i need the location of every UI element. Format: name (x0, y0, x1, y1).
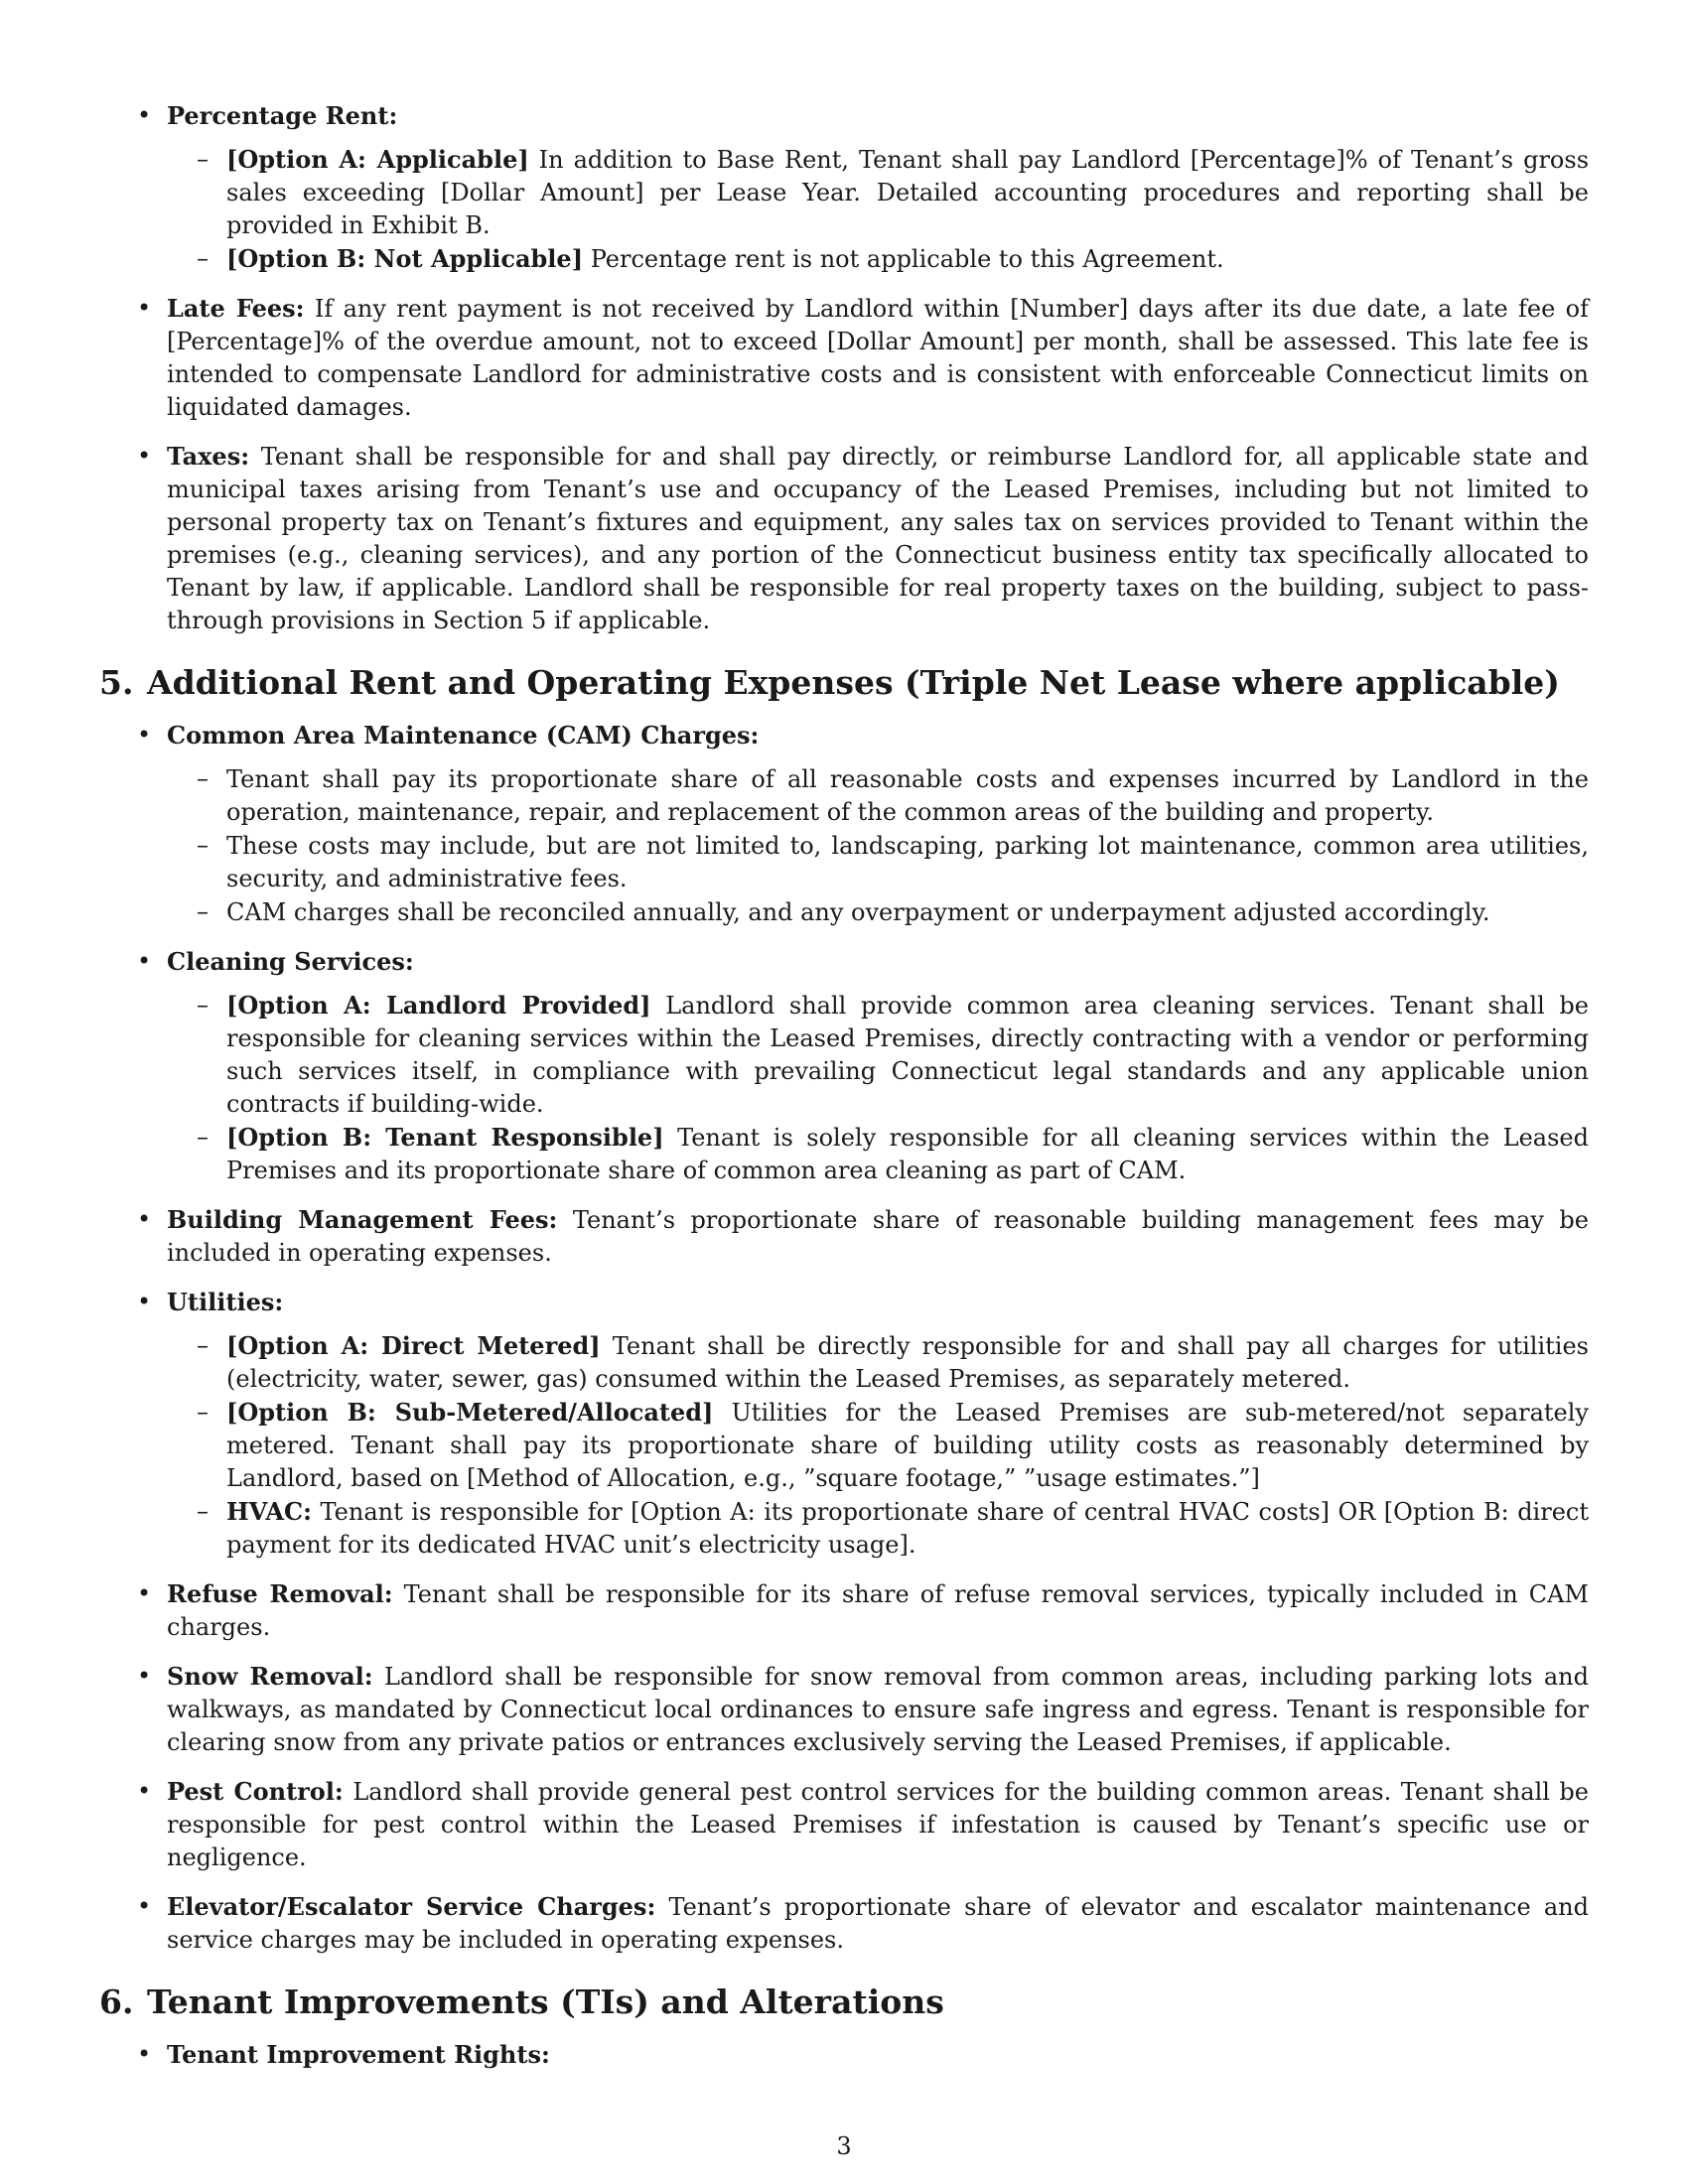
dash-icon: – (197, 145, 209, 173)
list-item (99, 292, 1589, 424)
sub-item-text: Percentage rent is not applicable to this Agreement. (583, 245, 1224, 273)
sub-list (167, 762, 1589, 929)
list-item (99, 1775, 1589, 1874)
sub-item-text: CAM charges shall be reconciled annually, and any overpayment or underpayment adjusted accordingly. (226, 898, 1490, 926)
dash-icon: – (197, 831, 209, 859)
dash-icon: – (197, 897, 209, 925)
item-label: Taxes: (167, 442, 250, 471)
bullet-icon: • (137, 1892, 152, 1920)
list-item (99, 99, 1589, 276)
dash-icon: – (197, 991, 209, 1019)
list-item (99, 1660, 1589, 1759)
sub-item-label: HVAC: (226, 1497, 313, 1526)
sub-item-label: [Option A: Landlord Provided] (226, 991, 651, 1020)
list-item (99, 1203, 1589, 1270)
item-label: Building Management Fees: (167, 1205, 558, 1234)
section-number: 5. (99, 663, 134, 702)
item-label: Utilities: (167, 1288, 284, 1316)
bullet-icon: • (137, 1288, 152, 1315)
item-text: Landlord shall provide general pest control services for the building common areas. Tenant shall be responsible for pest control within the Leased Premises if infestation is caused by Tenant’s specific use or negligence. (167, 1778, 1590, 1871)
sub-list-item (167, 829, 1589, 895)
sub-list (167, 1329, 1589, 1562)
sub-list-item (167, 989, 1589, 1121)
sub-list-item (167, 762, 1589, 829)
bullet-list-top (99, 99, 1589, 637)
item-label: Pest Control: (167, 1777, 344, 1806)
sub-item-text: These costs may include, but are not limited to, landscaping, parking lot maintenance, common area utilities, security, and administrative fees. (226, 832, 1589, 892)
item-label: Percentage Rent: (167, 101, 398, 130)
list-item (99, 440, 1589, 637)
sub-item-label: [Option B: Not Applicable] (226, 244, 584, 273)
dash-icon: – (197, 1398, 209, 1426)
item-label: Elevator/Escalator Service Charges: (167, 1892, 656, 1921)
bullet-list-section-5 (99, 719, 1589, 1957)
item-text: Tenant shall be responsible for and shall pay directly, or reimburse Landlord for, all applicable state and municipal taxes arising from Tenant’s use and occupancy of the Leased Premises, including but not limited to personal property tax on Tenant’s fixtures and equipment, any sales tax on services provided to Tenant within the premises (e.g., cleaning services), and any portion of the Connecticut business entity tax specifically allocated to Tenant by law, if applicable. Landlord shall be responsible for real property taxes on the building, subject to pass-through provisions in Section 5 if applicable. (167, 443, 1589, 634)
bullet-icon: • (137, 2040, 152, 2068)
sub-list-item (167, 895, 1589, 929)
section-5-heading (99, 661, 1589, 705)
dash-icon: – (197, 244, 209, 272)
sub-item-label: [Option B: Sub-Metered/Allocated] (226, 1398, 714, 1427)
sub-item-text: Tenant shall be directly responsible for and shall pay all charges for utilities (electricity, water, sewer, gas) consumed within the Leased Premises, as separately metered. (226, 1332, 1589, 1393)
list-item (99, 945, 1589, 1187)
sub-item-label: [Option A: Direct Metered] (226, 1331, 601, 1360)
sub-list-item (167, 1396, 1589, 1495)
sub-list (167, 143, 1589, 276)
sub-list-item (167, 1329, 1589, 1396)
item-text: Tenant shall be responsible for its share of refuse removal services, typically included in CAM charges. (167, 1580, 1589, 1641)
bullet-icon: • (137, 1205, 152, 1233)
page-number: 3 (836, 2132, 852, 2160)
sub-list (167, 989, 1589, 1187)
list-item (99, 1286, 1589, 1562)
sub-item-label: [Option B: Tenant Responsible] (226, 1123, 664, 1152)
section-number: 6. (99, 1982, 134, 2021)
item-label: Cleaning Services: (167, 947, 414, 976)
list-item (99, 2038, 1589, 2072)
sub-item-text: In addition to Base Rent, Tenant shall pay Landlord [Percentage]% of Tenant’s gross sales exceeding [Dollar Amount] per Lease Year. Detailed accounting procedures and reporting shall be provided in Exhibit B. (226, 146, 1590, 239)
sub-item-text: Tenant is responsible for [Option A: its proportionate share of central HVAC costs] OR [Option B: direct payment for its dedicated HVAC unit’s electricity usage]. (226, 1498, 1589, 1559)
item-label: Late Fees: (167, 294, 305, 323)
dash-icon: – (197, 1123, 209, 1151)
dash-icon: – (197, 1497, 209, 1525)
section-title: Tenant Improvements (TIs) and Alterations (147, 1982, 944, 2021)
item-label: Refuse Removal: (167, 1579, 393, 1608)
list-item (99, 1890, 1589, 1957)
list-item (99, 1577, 1589, 1644)
bullet-list-section-6 (99, 2038, 1589, 2072)
section-6-heading (99, 1980, 1589, 2024)
bullet-icon: • (137, 294, 152, 322)
bullet-icon: • (137, 1662, 152, 1690)
item-label: Common Area Maintenance (CAM) Charges: (167, 721, 760, 750)
bullet-icon: • (137, 1579, 152, 1607)
bullet-icon: • (137, 101, 152, 129)
sub-item-label: [Option A: Applicable] (226, 145, 529, 174)
list-item (99, 719, 1589, 929)
sub-list-item (167, 143, 1589, 242)
item-text: Tenant’s proportionate share of reasonable building management fees may be included in operating expenses. (167, 1206, 1589, 1267)
item-text: Landlord shall be responsible for snow removal from common areas, including parking lots and walkways, as mandated by Connecticut local ordinances to ensure safe ingress and egress. Tenant is responsible for clearing snow from any private patios or entrances exclusively serving the Leased Premises, if applicable. (167, 1663, 1589, 1756)
sub-list-item (167, 242, 1589, 276)
item-text: Tenant’s proportionate share of elevator and escalator maintenance and service charges may be included in operating expenses. (167, 1893, 1590, 1954)
dash-icon: – (197, 1331, 209, 1359)
bullet-icon: • (137, 947, 152, 975)
sub-item-text: Landlord shall provide common area cleaning services. Tenant shall be responsible for cleaning services within the Leased Premises, directly contracting with a vendor or performing such services itself, in compliance with prevailing Connecticut legal standards and any applicable union contracts if building-wide. (226, 992, 1589, 1118)
sub-list-item (167, 1495, 1589, 1562)
sub-list-item (167, 1121, 1589, 1187)
bullet-icon: • (137, 721, 152, 749)
section-title: Additional Rent and Operating Expenses (Triple Net Lease where applicable) (147, 663, 1560, 702)
item-text: If any rent payment is not received by Landlord within [Number] days after its due date, a late fee of [Percentage]% of the overdue amount, not to exceed [Dollar Amount] per month, shall be assessed. This late fee is intended to compensate Landlord for administrative costs and is consistent with enforceable Connecticut limits on liquidated damages. (167, 295, 1589, 421)
bullet-icon: • (137, 442, 152, 470)
sub-item-text: Tenant shall pay its proportionate share of all reasonable costs and expenses incurred by Landlord in the operation, maintenance, repair, and replacement of the common areas of the building and property. (226, 765, 1589, 826)
sub-item-text: Utilities for the Leased Premises are sub-metered/not separately metered. Tenant shall pay its proportionate share of building utility costs as reasonably determined by Landlord, based on [Method of Allocation, e.g., ”square footage,” ”usage estimates.”] (226, 1399, 1589, 1492)
item-label: Snow Removal: (167, 1662, 373, 1691)
document-page (99, 99, 1589, 2088)
bullet-icon: • (137, 1777, 152, 1805)
sub-item-text: Tenant is solely responsible for all cleaning services within the Leased Premises and its proportionate share of common area cleaning as part of CAM. (226, 1124, 1589, 1184)
item-label: Tenant Improvement Rights: (167, 2040, 550, 2069)
dash-icon: – (197, 764, 209, 792)
